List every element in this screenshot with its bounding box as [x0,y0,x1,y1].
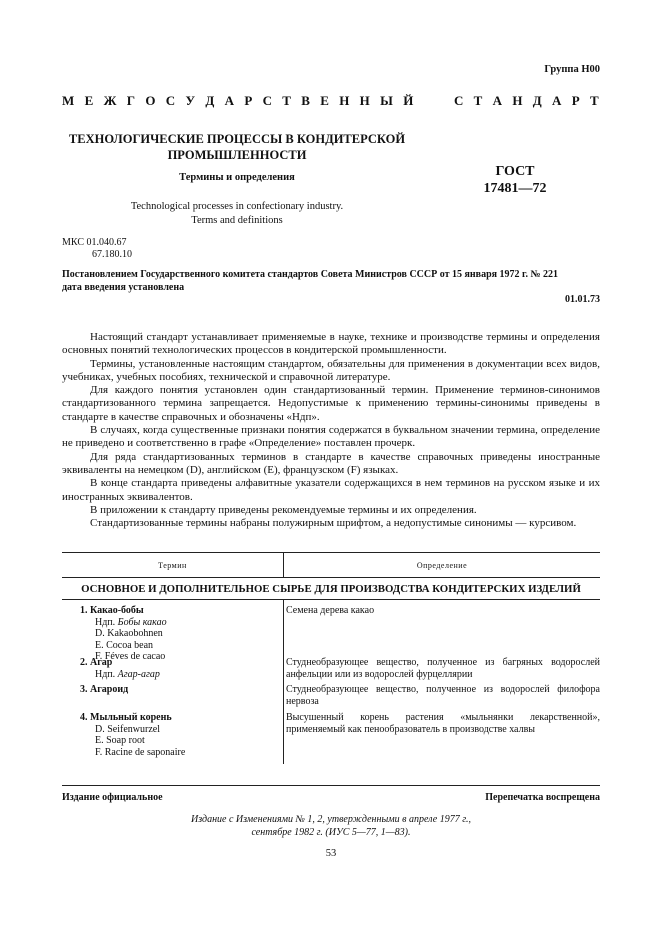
banner-letter: У [185,93,196,108]
banner-letter: С [262,93,272,108]
ndp-synonym: Агар-агар [117,668,160,680]
term-cell [62,712,269,764]
reprint-prohibited-label: Перепечатка воспрещена [485,792,600,803]
table-body [62,600,600,764]
intro-paragraph: В конце стандарта приведены алфавитные указатели содержащихся в нем терминов на русском языке и их иностранных эквивалентов. [62,477,600,503]
banner-letter: Е [320,93,329,108]
title-line: ТЕХНОЛОГИЧЕСКИЕ ПРОЦЕССЫ В КОНДИТЕРСКОЙ [68,132,406,146]
mks-line: МКС 01.040.67 [62,237,127,248]
table-header [62,552,600,578]
banner-letter: Г [126,93,136,108]
banner-letter: Е [84,93,94,108]
term-german: D. Seifenwurzel [95,723,160,735]
ndp-prefix: Ндп. [95,616,116,628]
term-ndp [80,669,269,681]
mks-line: 67.180.10 [92,249,132,260]
banner-letter: Ы [380,93,393,108]
term-ndp [80,617,269,629]
english-title-line: Terms and definitions [191,215,283,226]
page-number: 53 [325,848,337,859]
term-german: D. Kakaobohnen [95,628,163,639]
term-english: E. Soap root [95,735,145,746]
column-header-term: Термин [62,553,284,577]
banner-letter: Н [339,93,350,108]
intro-paragraph: Настоящий стандарт устанавливает применяемые в науке, технике и производстве термины и определения основных понятий технологических процессов в кондитерской промышленности. [62,331,600,357]
official-edition-label: Издание официальное [62,792,163,803]
banner-letter: Й [403,93,414,108]
english-title [62,200,412,228]
banner-letter: С [453,93,464,108]
document-subtitle: Термины и определения [179,172,295,183]
standard-banner [62,93,599,109]
banner-letter: Д [532,93,542,108]
gost-number [470,163,560,197]
decree-line: дата введения установлена [62,282,185,293]
banner-letter: Н [359,93,370,108]
banner-letter: О [145,93,156,108]
banner-letter: Д [205,93,215,108]
english-title-line: Technological processes in confectionary industry. [130,201,344,212]
banner-letter: Т [473,93,483,108]
definition-cell: Высушенный корень растения «мыльнянки лекарственной», применяемый как пенообразователь в производстве халвы [286,712,600,735]
title-line: ПРОМЫШЛЕННОСТИ [167,148,307,162]
decree-text [62,268,600,294]
banner-letter: Р [571,93,580,108]
edition-note-line: сентябре 1982 г. (ИУС 5—77, 1—83). [251,826,411,838]
edition-note [62,814,600,839]
section-heading: ОСНОВНОЕ И ДОПОЛНИТЕЛЬНОЕ СЫРЬЕ ДЛЯ ПРОИЗВОДСТВА КОНДИТЕРСКИХ ИЗДЕЛИЙ [62,578,600,600]
banner-letter: Т [282,93,291,108]
intro-paragraph: Термины, установленные настоящим стандартом, обязательны для применения в документации всех видов, учебниках, учебных пособиях, технической и справочной литературе. [62,357,600,383]
term-cell [62,605,269,662]
banner-letter: Н [512,93,523,108]
term-french: F. Racine de saponaire [95,746,186,758]
table-row [62,657,600,681]
intro-paragraph: Для каждого понятия установлен один стандартизованный термин. Применение терминов-синонимов стандартизованного термина запрещается. Недопустимые к применению термины-синонимы приведены в стандарте в качестве справочных и обозначены «Ндп». [62,384,600,423]
banner-letter: В [301,93,310,108]
definition-cell: Семена дерева какао [286,605,375,616]
edition-note-line: Издание с Изменениями № 1, 2, утвержденными в апреле 1977 г., [191,814,471,825]
banner-letter: А [552,93,562,108]
group-code: Группа Н00 [544,64,600,75]
mks-codes [62,237,132,261]
intro-paragraph: Стандартизованные термины набраны полужирным шрифтом, а недопустимые синонимы — курсивом. [90,517,577,530]
intro-paragraph: Для ряда стандартизованных терминов в стандарте в качестве справочных приведены иностранные эквиваленты на немецком (D), английском (E), французском (F) языках. [62,450,600,476]
table-row [62,600,600,662]
term-name: 2. Агар [80,657,113,668]
gost-label: ГОСТ [495,164,535,179]
banner-gap [424,93,444,109]
decree-line: Постановлением Государственного комитета стандартов Совета Министров СССР от 15 января 1972 г. № 221 [62,269,559,280]
term-french: F. Féves de cacao [95,651,166,662]
term-name: 4. Мыльный корень [80,712,172,723]
intro-paragraph: В случаях, когда существенные признаки понятия содержатся в буквальном значении термина, определение не приведено и соответственно в графе «Определение» поставлен прочерк. [62,424,600,450]
definition-cell: Студнеобразующее вещество, полученное из водорослей филофора нервоза [286,684,600,707]
table-row [62,710,600,764]
term-name: 3. Агароид [80,684,129,695]
banner-letter: С [165,93,176,108]
table-row [62,681,600,710]
column-header-definition: Определение [416,560,468,570]
banner-letter: М [62,93,75,108]
term-english: E. Cocoa bean [95,639,154,651]
definition-cell: Студнеобразующее вещество, полученное из багряных водорослей анфельции или из водорослей фурцеллярии [286,657,600,680]
ndp-prefix: Ндп. [95,668,116,680]
banner-letter: Р [244,93,253,108]
term-name: 1. Какао-бобы [80,605,144,616]
banner-letter: Т [590,93,599,108]
term-cell [62,684,269,710]
terms-table [62,552,600,764]
introduction-text [62,331,600,530]
footer-divider [62,785,600,786]
gost-code: 17481—72 [483,181,547,196]
document-title [62,131,412,163]
introduction-date: 01.01.73 [565,294,600,305]
banner-letter: А [224,93,234,108]
term-cell [62,657,269,681]
banner-letter: Ж [103,93,117,108]
banner-letter: А [492,93,503,108]
ndp-synonym: Бобы какао [117,616,167,628]
intro-paragraph: В приложении к стандарту приведены рекомендуемые термины и их определения. [90,503,477,516]
